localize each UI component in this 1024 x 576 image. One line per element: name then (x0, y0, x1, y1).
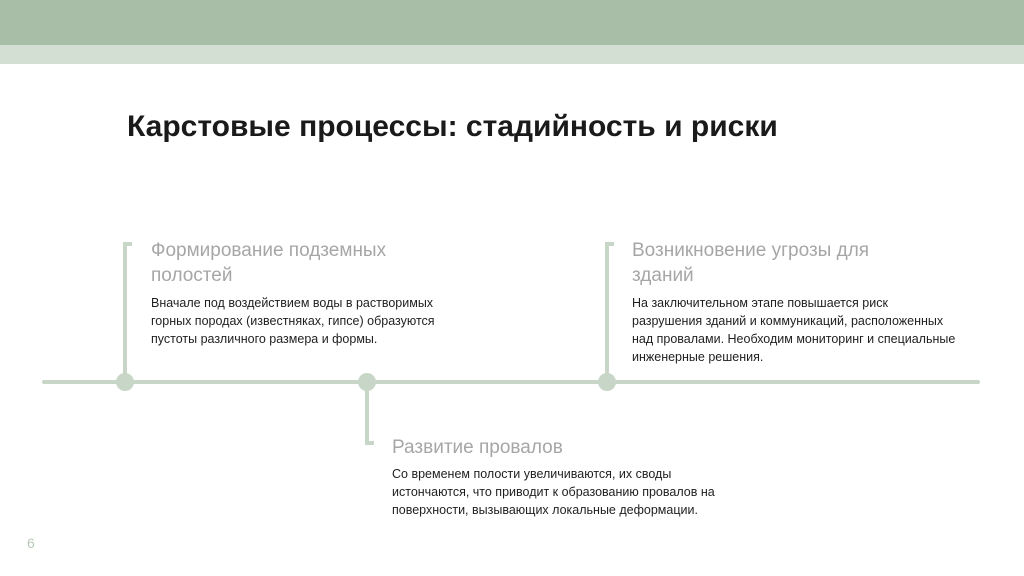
stage-2-connector (365, 382, 369, 445)
stage-1-title-line: Формирование подземных (151, 240, 387, 261)
stage-3-connector (605, 242, 609, 382)
stage-3-description (632, 294, 955, 366)
page-number: 6 (27, 535, 35, 551)
stage-3-text-line: На заключительном этапе повышается риск (632, 296, 888, 310)
stage-1-description (151, 294, 435, 348)
stage-1-node (116, 373, 134, 391)
timeline-line (42, 380, 980, 384)
stage-2-text-line: поверхности, вызывающих локальные деформации. (392, 503, 698, 517)
stage-2-text-line: истончаются, что приводит к образованию провалов на (392, 485, 715, 499)
stage-1-text-line: Вначале под воздействием воды в растворимых (151, 296, 434, 310)
stage-2-text-line: Со временем полости увеличиваются, их своды (392, 467, 672, 481)
header-band-light (0, 45, 1024, 64)
stage-1-text-line: горных породах (известняках, гипсе) образуются (151, 314, 435, 328)
stage-1-title-line: полостей (151, 265, 233, 286)
stage-3-bracket-tick (605, 242, 614, 246)
stage-3-title-line: Возникновение угрозы для (632, 240, 870, 261)
stage-3-title-line: зданий (632, 265, 694, 286)
stage-3-node (598, 373, 616, 391)
stage-1-connector (123, 242, 127, 382)
stage-1-title (151, 238, 386, 288)
stage-2-description (392, 465, 715, 519)
stage-3-text-line: над провалами. Необходим мониторинг и специальные (632, 332, 956, 346)
stage-3-text-line: разрушения зданий и коммуникаций, расположенных (632, 314, 944, 328)
stage-3-text-line: инженерные решения. (632, 350, 764, 364)
stage-2-node (358, 373, 376, 391)
stage-1-text-line: пустоты различного размера и формы. (151, 332, 378, 346)
stage-2-title (392, 435, 563, 460)
header-band (0, 0, 1024, 45)
stage-1-bracket-tick (123, 242, 132, 246)
stage-2-title-line: Развитие провалов (392, 437, 563, 458)
stage-3-title (632, 238, 869, 288)
slide-title: Карстовые процессы: стадийность и риски (127, 110, 778, 143)
stage-2-bracket-tick (365, 441, 374, 445)
